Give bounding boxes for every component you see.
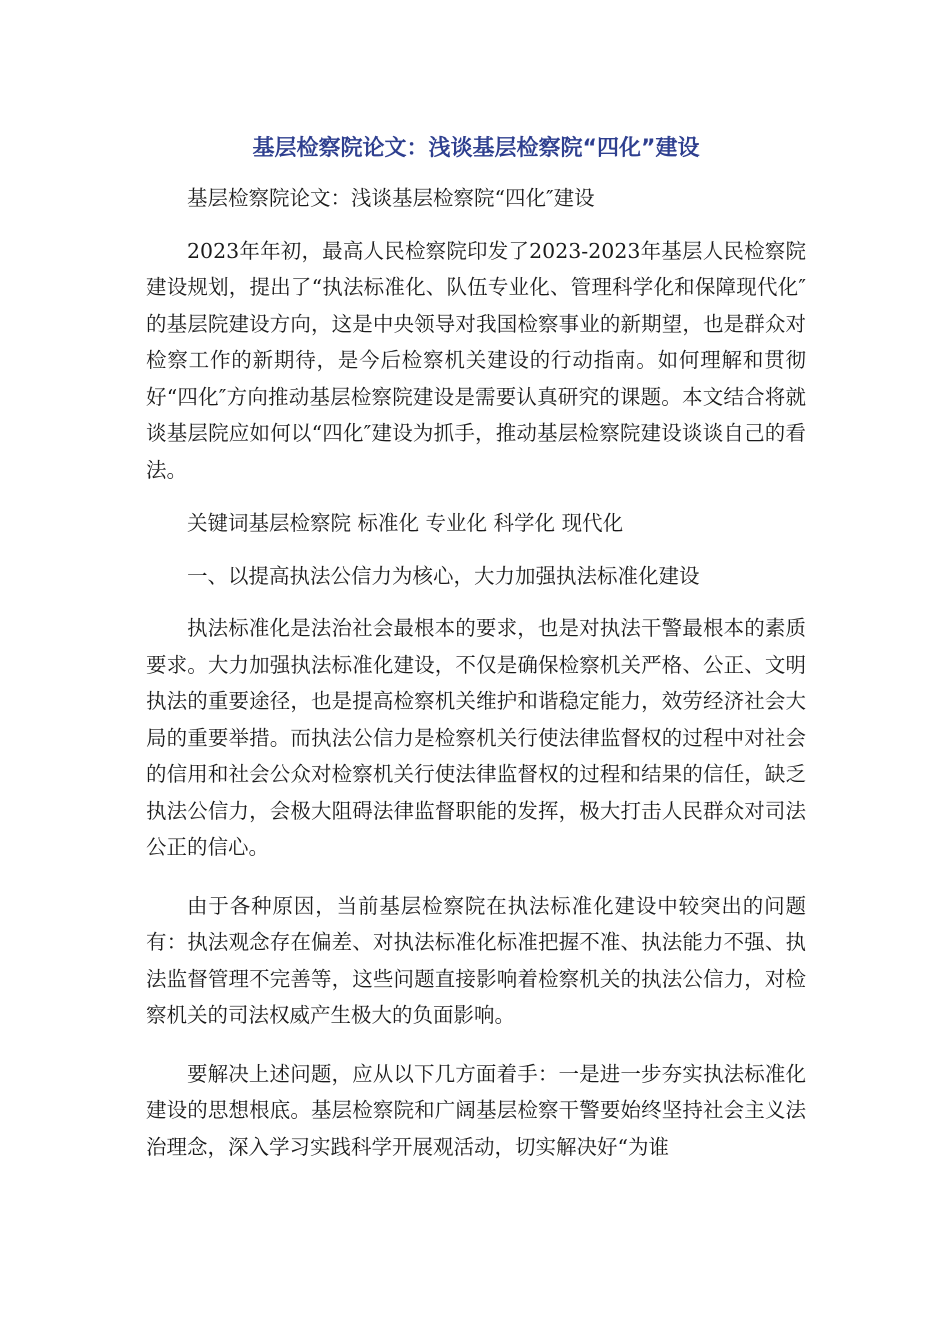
section-heading: 一、以提高执法公信力为核心，大力加强执法标准化建设 xyxy=(187,563,700,588)
body-paragraph: 由于各种原因，当前基层检察院在执法标准化建设中较突出的问题有：执法观念存在偏差、对执法标准化标准把握不准、执法能力不强、执法监督管理不完善等，这些问题直接影响着检察机关的执法公信力，对检察机关的司法权威产生极大的负面影响。 xyxy=(146,893,806,1027)
body-paragraph: 执法标准化是法治社会最根本的要求，也是对执法干警最根本的素质要求。大力加强执法标准化建设，不仅是确保检察机关严格、公正、文明执法的重要途径，也是提高检察机关维护和谐稳定能力，效劳经济社会大局的重要举措。而执法公信力是检察机关行使法律监督权的过程中对社会的信用和社会公众对检察机关行使法律监督权的过程和结果的信任，缺乏执法公信力，会极大阻碍法律监督职能的发挥，极大打击人民群众对司法公正的信心。 xyxy=(146,616,806,859)
body-paragraph: 要解决上述问题，应从以下几方面着手：一是进一步夯实执法标准化建设的思想根底。基层检察院和广阔基层检察干警要始终坚持社会主义法治理念，深入学习实践科学开展观活动，切实解决好“为谁 xyxy=(146,1061,806,1159)
keywords-line: 关键词基层检察院 标准化 专业化 科学化 现代化 xyxy=(187,511,624,535)
document-page xyxy=(146,128,806,1165)
intro-paragraph: 2023年年初，最高人民检察院印发了2023-2023年基层人民检察院建设规划，提出了“执法标准化、队伍专业化、管理科学化和保障现代化″的基层院建设方向，这是中央领导对我国检察事业的新期望，也是群众对检察工作的新期待，是今后检察机关建设的行动指南。如何理解和贯彻好“四化″方向推动基层检察院建设是需要认真研究的课题。本文结合将就谈基层院应如何以“四化″建设为抓手，推动基层检察院建设谈谈自己的看法。 xyxy=(146,238,806,482)
document-subtitle: 基层检察院论文：浅谈基层检察院“四化″建设 xyxy=(187,186,595,210)
document-title: 基层检察院论文：浅谈基层检察院“四化”建设 xyxy=(252,136,700,161)
